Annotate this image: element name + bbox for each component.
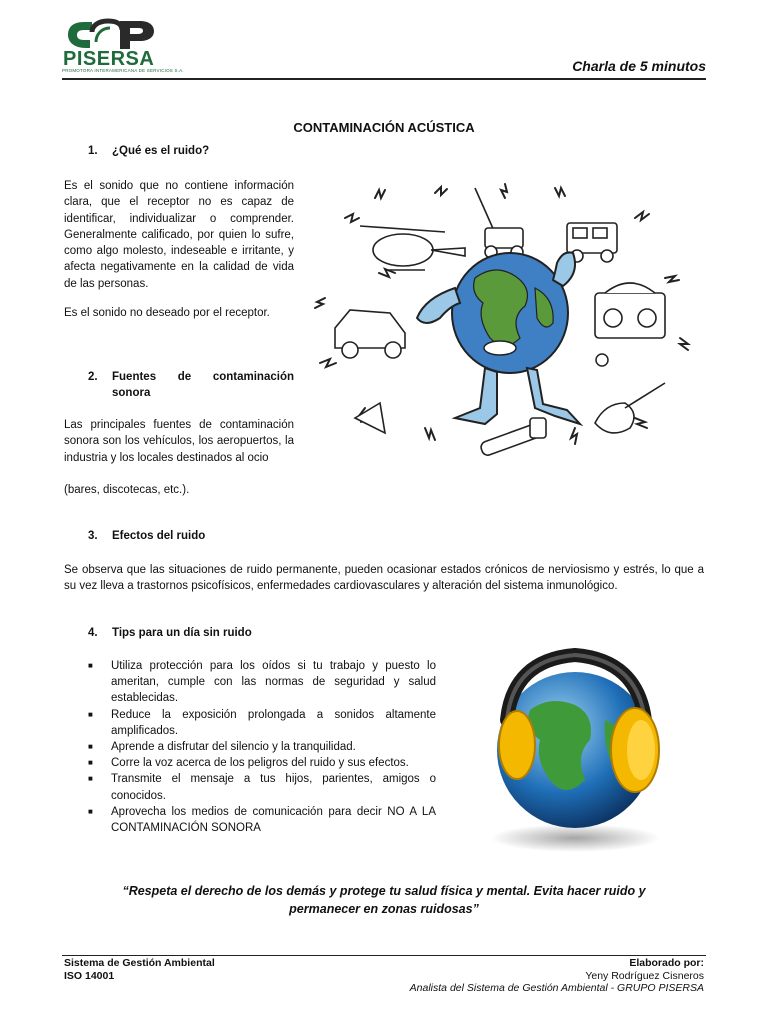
section-2-heading: [88, 369, 294, 401]
tips-list: [88, 658, 436, 836]
logo-subtitle: PROMOTORA INTERAMERICANA DE SERVICIOS S.A.: [62, 68, 184, 73]
footer-author-title: Elaborado por:: [629, 957, 704, 969]
bullet-icon: ■: [88, 758, 93, 768]
section-1-paragraph: Es el sonido que no contiene información clara, que el receptor no es capaz de identificar, individualizar o comprender. Generalmente calificado, por quien lo sufre, como algo molesto, indeseable e irritante, y afecta negativamente en la calidad de vida de las personas.: [64, 180, 294, 290]
section-number: 3.: [88, 530, 98, 542]
section-1-heading: [88, 145, 209, 157]
earth-headphones-illustration: [455, 640, 695, 860]
header-label: Charla de 5 minutos: [572, 58, 706, 74]
section-2-paragraph: Las principales fuentes de contaminación sonora son los vehículos, los aeropuertos, la industria y los locales destinados al ocio: [64, 419, 294, 464]
list-item-text: Reduce la exposición prolongada a sonidos altamente amplificados.: [111, 708, 436, 737]
list-item: [88, 771, 436, 803]
section-number: 2.: [88, 371, 98, 383]
section-title: Fuentes de contaminación sonora: [112, 371, 294, 399]
section-2-paragraph-2: (bares, discotecas, etc.).: [64, 484, 190, 496]
list-item-text: Utiliza protección para los oídos si tu trabajo y puesto lo ameritan, cumple con las normas de seguridad y salud establecidas.: [111, 660, 436, 705]
footer-author-name: Yeny Rodríguez Cisneros: [585, 969, 704, 982]
list-item: [88, 707, 436, 739]
bullet-icon: ■: [88, 709, 93, 719]
bullet-icon: ■: [88, 774, 93, 784]
pisersa-logo-icon: [62, 18, 184, 74]
list-item-text: Aprovecha los medios de comunicación para decir NO A LA CONTAMINACIÓN SONORA: [111, 805, 436, 835]
section-4-heading: [88, 627, 252, 639]
section-title: Efectos del ruido: [112, 530, 206, 542]
section-number: 1.: [88, 145, 98, 157]
footer-author-role: Analista del Sistema de Gestión Ambiental - GRUPO PISERSA: [409, 982, 704, 994]
logo-mark: [62, 18, 172, 52]
section-3-paragraph: Se observa que las situaciones de ruido permanente, pueden ocasionar estados crónicos de nerviosismo y estrés, lo que a su vez lleva a trastornos psicofísicos, enfermedades cardiovasculares y alteración del sistema inmunológico.: [64, 564, 704, 593]
list-item: [88, 739, 436, 755]
section-title: ¿Qué es el ruido?: [112, 145, 210, 157]
list-item-text: Transmite el mensaje a tus hijos, parientes, amigos o conocidos.: [111, 773, 436, 802]
logo-wordmark: PISERSA: [63, 48, 155, 70]
list-item: [88, 755, 436, 771]
page-header: [62, 18, 706, 80]
bullet-icon: ■: [88, 806, 93, 816]
bullet-icon: ■: [88, 742, 93, 752]
section-number: 4.: [88, 627, 98, 639]
list-item-text: Corre la voz acerca de los peligros del ruido y sus efectos.: [111, 757, 409, 770]
noisy-earth-illustration: [305, 178, 700, 463]
bullet-icon: ■: [88, 661, 93, 670]
footer-system: Sistema de Gestión Ambiental: [64, 957, 215, 969]
list-item-text: Aprende a disfrutar del silencio y la tranquilidad.: [111, 741, 356, 754]
footer-left: [64, 957, 215, 982]
footer-iso: ISO 14001: [64, 969, 115, 982]
section-title: Tips para un día sin ruido: [112, 627, 252, 639]
list-item: [88, 804, 436, 836]
list-item: [88, 658, 436, 707]
section-1-paragraph-2: Es el sonido no deseado por el receptor.: [64, 307, 270, 319]
closing-quote: “Respeta el derecho de los demás y protege tu salud física y mental. Evita hacer ruido y permanecer en zonas ruidosas”: [122, 884, 646, 916]
footer-right: [410, 957, 704, 995]
section-3-heading: [88, 530, 205, 542]
page-title: CONTAMINACIÓN ACÚSTICA: [293, 120, 475, 135]
footer-divider: [62, 955, 706, 956]
